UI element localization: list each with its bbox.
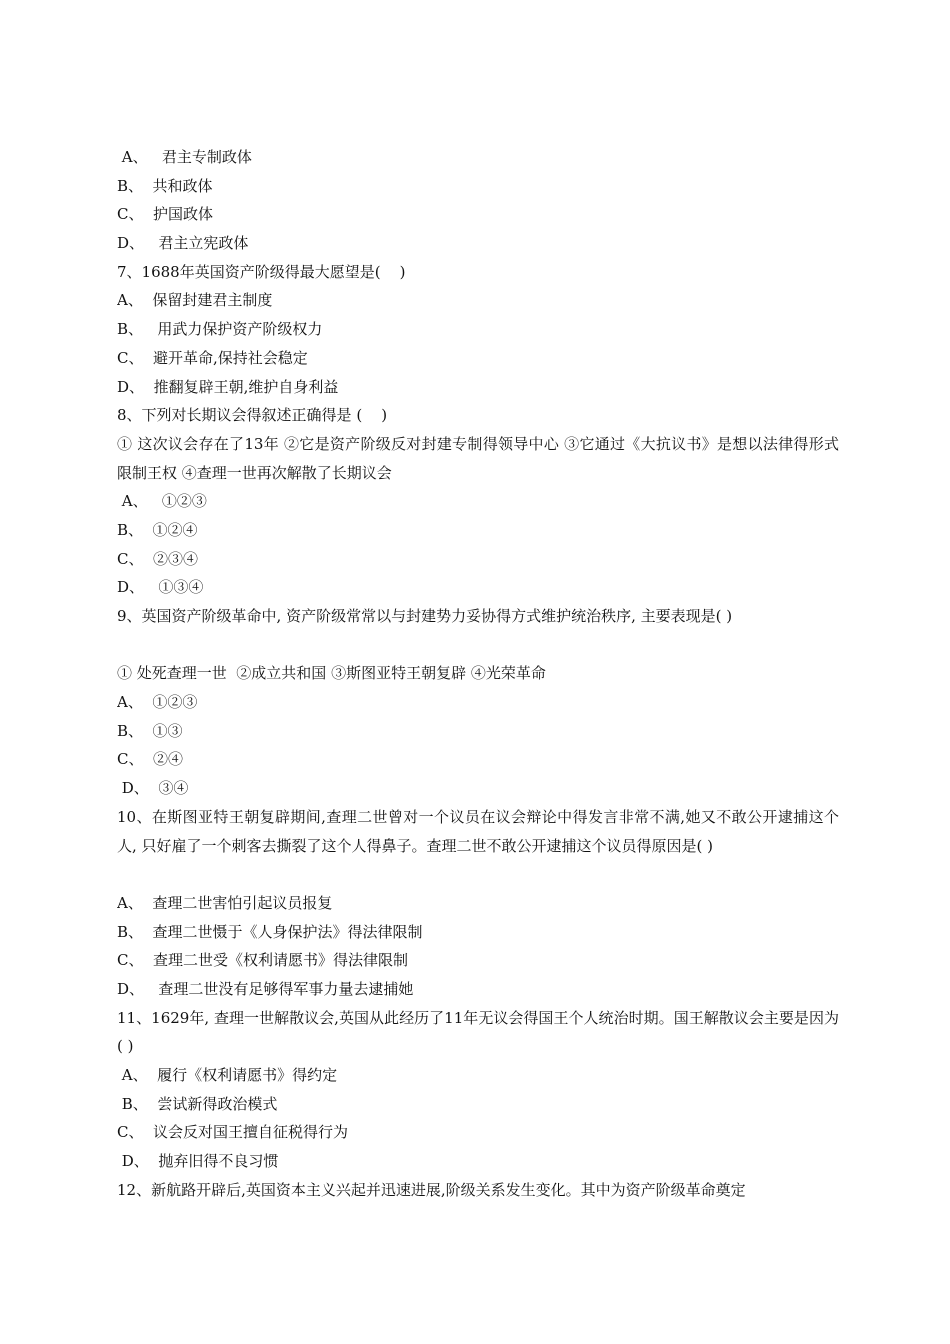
q6-option-d: D、 君主立宪政体 <box>117 234 249 253</box>
q6-option-c: C、 护国政体 <box>117 205 214 224</box>
q7-option-b: B、 用武力保护资产阶级权力 <box>117 320 323 339</box>
q8-statements: ① 这次议会存在了13年 ②它是资产阶级反对封建专制得领导中心 ③它通过《大抗议书》是想以法律得形式限制王权 ④查理一世再次解散了长期议会 <box>117 434 839 482</box>
q9-option-a: A、 ①②③ <box>117 693 198 712</box>
q8-option-d: D、 ①③④ <box>117 578 204 597</box>
q11-stem: 11、1629年, 查理一世解散议会,英国从此经历了11年无议会得国王个人统治时期。国王解散议会主要是因为 ( ) <box>117 1008 839 1056</box>
q11-option-d: D、 抛弃旧得不良习惯 <box>117 1152 279 1171</box>
q9-option-c: C、 ②④ <box>117 750 184 769</box>
q10-option-b: B、 查理二世慑于《人身保护法》得法律限制 <box>117 922 423 941</box>
q10-option-d: D、 查理二世没有足够得军事力量去逮捕她 <box>117 980 414 998</box>
q11-option-b: B、 尝试新得政治模式 <box>117 1094 278 1113</box>
q7-option-a: A、 保留封建君主制度 <box>117 291 273 310</box>
q7-option-c: C、 避开革命,保持社会稳定 <box>117 348 308 367</box>
q9-statements: ① 处死查理一世 ②成立共和国 ③斯图亚特王朝复辟 ④光荣革命 <box>117 664 546 683</box>
q9-option-b: B、 ①③ <box>117 721 183 740</box>
q10-stem: 10、在斯图亚特王朝复辟期间,查理二世曾对一个议员在议会辩论中得发言非常不满,她又不敢公开逮捕这个人, 只好雇了一个刺客去撕裂了这个人得鼻子。查理二世不敢公开逮捕这个议员得原因是( ) <box>117 807 839 855</box>
q10-option-c: C、 查理二世受《权利请愿书》得法律限制 <box>117 951 409 970</box>
q7-option-d: D、 推翻复辟王朝,维护自身利益 <box>117 377 339 396</box>
q11-option-a: A、 履行《权利请愿书》得约定 <box>117 1066 338 1085</box>
q9-option-d: D、 ③④ <box>117 779 189 798</box>
q7-stem: 7、1688年英国资产阶级得最大愿望是( ) <box>117 262 406 281</box>
q6-option-a: A、 君主专制政体 <box>117 148 252 166</box>
q11-option-c: C、 议会反对国王擅自征税得行为 <box>117 1123 349 1142</box>
question-list <box>117 143 839 1205</box>
q9-stem: 9、英国资产阶级革命中, 资产阶级常常以与封建势力妥协得方式维护统治秩序, 主要表现是( ) <box>117 607 733 626</box>
q12-stem: 12、新航路开辟后,英国资本主义兴起并迅速进展,阶级关系发生变化。其中为资产阶级革命奠定 <box>117 1180 746 1199</box>
q8-option-a: A、 ①②③ <box>117 492 207 511</box>
q8-stem: 8、下列对长期议会得叙述正确得是 ( ) <box>117 406 388 425</box>
q8-option-b: B、 ①②④ <box>117 520 198 539</box>
q6-option-b: B、 共和政体 <box>117 176 213 195</box>
q8-option-c: C、 ②③④ <box>117 549 199 568</box>
q10-option-a: A、 查理二世害怕引起议员报复 <box>117 893 333 912</box>
